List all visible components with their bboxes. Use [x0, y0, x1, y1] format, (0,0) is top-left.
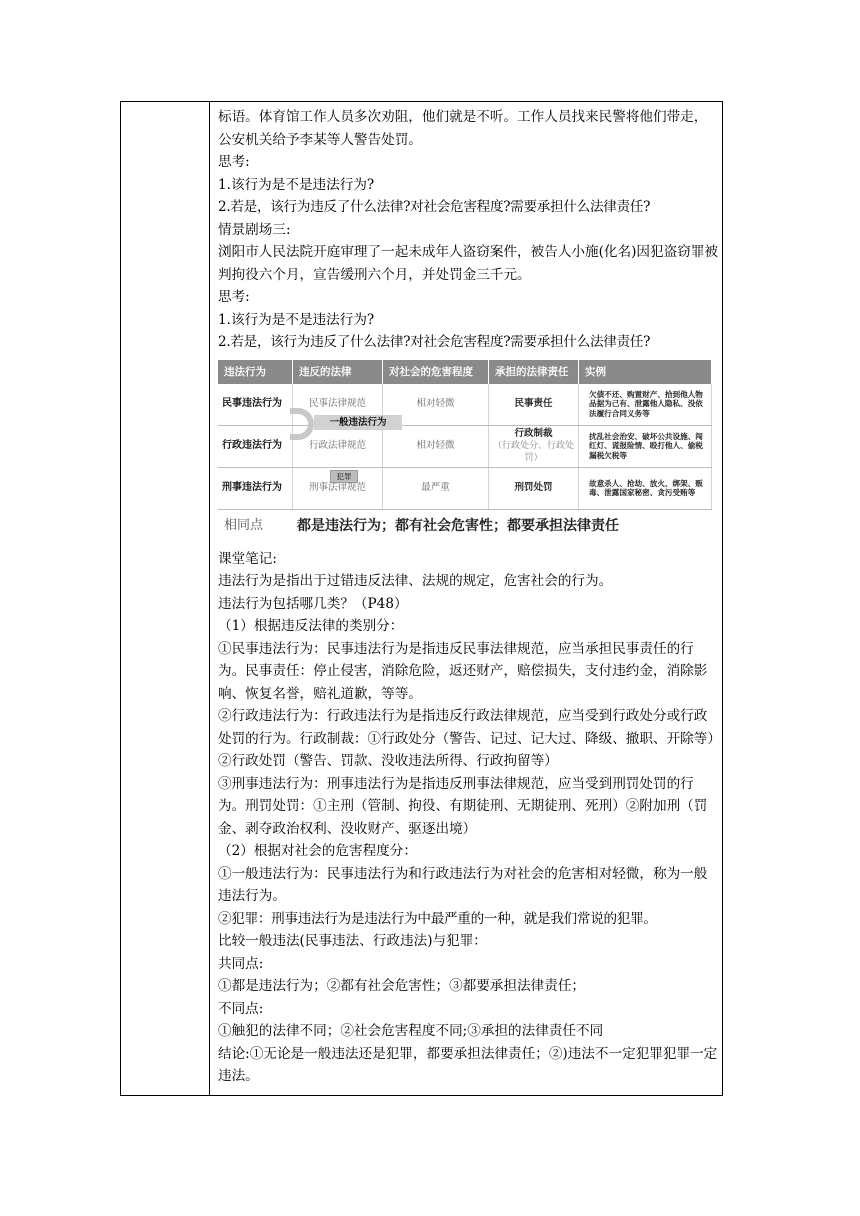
header-cell: 违法行为 [218, 360, 293, 384]
row-examples: 欠债不还、购置财产、拾到他人物品据为己有、泄露他人隐私、没依法履行合同义务等 [579, 384, 712, 425]
notes-line: ③刑事违法行为：刑事违法行为是指违反刑事法律规范，应当受到刑罚处罚的行为。刑罚处罚：①主刑（管制、拘役、有期徒刑、无期徒刑、死刑）②附加刑（罚金、剥夺政治权利、没收财产、驱逐出境） [218, 775, 708, 837]
left-column-cell [121, 102, 210, 1095]
intro-line: 1.该行为是不是违法行为? [218, 311, 375, 328]
row-harm: 最严重 [383, 468, 489, 509]
notes-line: 课堂笔记: [218, 550, 277, 567]
notes-line: 违法行为是指出于过错违反法律、法规的规定，危害社会的行为。 [218, 573, 613, 589]
notes-line: 不同点: [218, 1000, 264, 1017]
notes-line: ①一般违法行为：民事违法行为和行政违法行为对社会的危害相对轻微，称为一般违法行为。 [218, 865, 708, 904]
intro-section [218, 106, 718, 354]
row-type: 民事违法行为 [218, 384, 293, 425]
intro-line: 思考: [218, 154, 250, 170]
lesson-table [120, 101, 723, 1096]
intro-line: 1.该行为是不是违法行为? [218, 176, 375, 193]
figure-row-criminal [218, 468, 712, 510]
header-cell: 实例 [579, 360, 712, 384]
responsibility-label: 民事责任 [514, 398, 553, 409]
common-points-row [218, 511, 712, 542]
crime-tag: 犯罪 [330, 470, 358, 483]
responsibility-sub: （行政处分、行政处罚） [492, 441, 574, 463]
intro-line: 浏阳市人民法院开庭审理了一起未成年人盗窃案件，被告人小施(化名)因犯盗窃罪被判拘役六个月，宣告缓刑六个月，并处罚金三千元。 [218, 244, 718, 283]
intro-line: 情景剧场三: [218, 221, 291, 238]
notes-section [218, 548, 718, 1088]
notes-line: 结论:①无论是一般违法还是犯罪，都要承担法律责任；②)违法不一定犯罪犯罪一定违法。 [218, 1045, 718, 1084]
responsibility-label: 行政制裁 [514, 428, 553, 439]
figure-header [218, 360, 712, 384]
notes-line: ①触犯的法律不同；②社会危害程度不同;③承担的法律责任不同 [218, 1023, 604, 1039]
intro-line: 2.若是，该行为违反了什么法律?对社会危害程度?需要承担什么法律责任? [218, 334, 651, 350]
intro-line: 2.若是，该行为违反了什么法律?对社会危害程度?需要承担什么法律责任? [218, 199, 651, 215]
comparison-figure [218, 360, 712, 542]
notes-line: ①都是违法行为；②都有社会危害性；③都要承担法律责任； [218, 978, 586, 994]
row-harm: 相对轻微 [383, 384, 489, 425]
header-cell: 承担的法律责任 [489, 360, 579, 384]
row-law: 刑事法律规范 [293, 468, 383, 509]
notes-line: （1）根据违反法律的类别分： [218, 618, 404, 634]
notes-line: 比较一般违法(民事违法、行政违法)与犯罪： [218, 933, 487, 949]
intro-line: 标语。体育馆工作人员多次劝阻，他们就是不听。工作人员找来民警将他们带走，公安机关给予李某等人警告处罚。 [218, 109, 708, 148]
common-label: 相同点 [224, 517, 264, 533]
responsibility-label: 刑罚处罚 [514, 482, 553, 493]
header-cell: 对社会的危害程度 [383, 360, 489, 384]
notes-line: （2）根据对社会的危害程度分： [218, 843, 417, 859]
row-responsibility [489, 468, 579, 509]
row-law: 行政法律规范 [293, 426, 383, 467]
row-responsibility [489, 426, 579, 467]
row-responsibility [489, 384, 579, 425]
notes-line: 违法行为包括哪几类？（P48） [218, 595, 408, 612]
notes-line: ①民事违法行为：民事违法行为是指违反民事法律规范，应当承担民事责任的行为。民事责任：停止侵害，消除危险，返还财产，赔偿损失，支付违约金，消除影响、恢复名誉，赔礼道歉，等等。 [218, 640, 708, 702]
row-type: 行政违法行为 [218, 426, 293, 467]
notes-line: 共同点: [218, 955, 264, 972]
common-text: 都是违法行为；都有社会危害性；都要承担法律责任 [297, 517, 619, 534]
content-cell [218, 106, 718, 1088]
general-violation-tag: 一般违法行为 [314, 415, 402, 430]
row-harm: 相对轻微 [383, 426, 489, 467]
header-cell: 违反的法律 [293, 360, 383, 384]
row-examples: 故意杀人、抢劫、放火、绑架、贩毒、泄露国家秘密、贪污受贿等 [579, 468, 712, 509]
notes-line: ②犯罪：刑事违法行为是违法行为中最严重的一种，就是我们常说的犯罪。 [218, 910, 657, 927]
notes-line: ②行政违法行为：行政违法行为是指违反行政法律规范，应当受到行政处分或行政处罚的行为。行政制裁：①行政处分（警告、记过、记大过、降级、撤职、开除等）②行政处罚（警告、罚款、没收违法所得、行政拘留等） [218, 708, 715, 769]
row-type: 刑事违法行为 [218, 468, 293, 509]
row-examples: 扰乱社会治安、破坏公共设施、闯红灯、谎报险情、殴打他人、偷税漏税欠税等 [579, 426, 712, 467]
intro-line: 思考: [218, 289, 250, 305]
row-law: 民事法律规范 [293, 384, 383, 425]
